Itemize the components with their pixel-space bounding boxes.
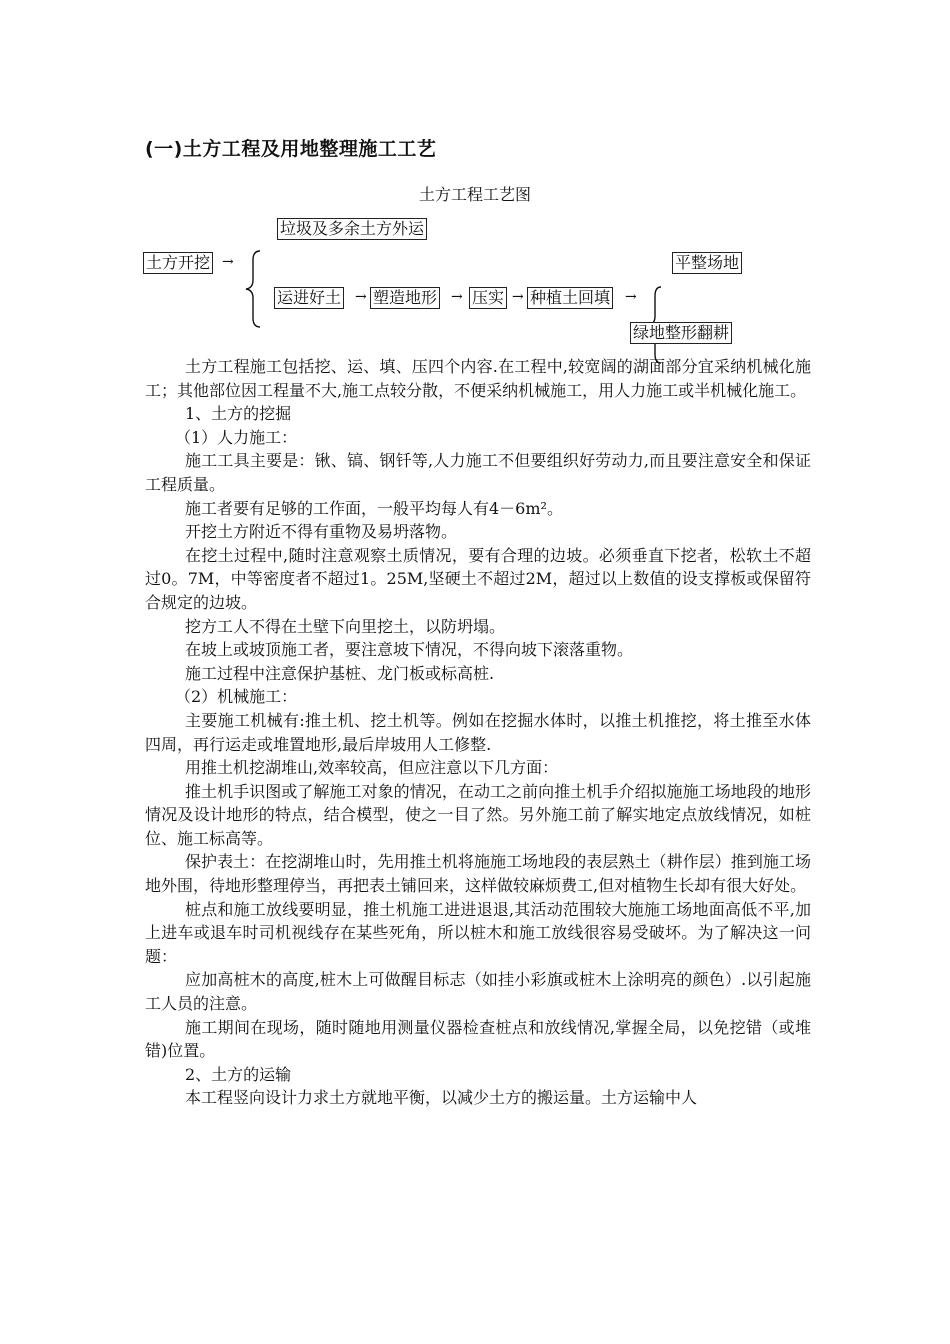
paragraph: 桩点和施工放线要明显，推土机施工进进退退,其活动范围较大施施工场地面高低不平,加上进车或退车时司机视线存在某些死角，所以桩木和施工放线很容易受破坏。为了解决这一问题： [145, 899, 811, 966]
arrow-icon: → [355, 289, 367, 305]
paragraph: 开挖土方附近不得有重物及易坍落物。 [185, 522, 458, 542]
arrow-icon: → [625, 289, 637, 305]
paragraph: 本工程竖向设计力求土方就地平衡，以减少土方的搬运量。土方运输中人 [185, 1088, 698, 1108]
paragraph: 1、土方的挖掘 [185, 404, 292, 424]
node-backfill: 种植土回填 [527, 287, 613, 309]
paragraph: 应加高桩木的高度,桩木上可做醒目标志（如挂小彩旗或桩木上涂明亮的颜色）.以引起施工人员的注意。 [145, 970, 811, 1014]
paragraph: 在坡上或坡顶施工者，要注意坡下情况，不得向坡下滚落重物。 [185, 640, 634, 660]
left-brace-icon [244, 250, 264, 328]
section-heading: (一)土方工程及用地整理施工工艺 [145, 138, 437, 160]
paragraph: 2、土方的运输 [185, 1064, 292, 1084]
node-shape-terrain: 塑造地形 [370, 287, 440, 309]
node-level-site: 平整场地 [672, 252, 742, 274]
node-transport-away: 垃圾及多余土方外运 [277, 218, 427, 240]
arrow-icon: → [451, 289, 463, 305]
arrow-icon: → [222, 254, 234, 270]
paragraph: 施工过程中注意保护基桩、龙门板或标高桩. [185, 663, 495, 683]
paragraph: 土方工程施工包括挖、运、填、压四个内容.在工程中,较宽阔的湖面部分宜采纳机械化施工；其他部位因工程量不大,施工点较分散，不便采纳机械施工，用人力施工或半机械化施工。 [145, 357, 811, 400]
paragraph: 主要施工机械有:推土机、挖土机等。例如在挖掘水体时，以推土机推挖，将土推至水体四周，再行运走或堆置地形,最后岸坡用人工修整. [145, 710, 811, 754]
paragraph: （1）人力施工： [175, 427, 298, 447]
paragraph: 保护表土：在挖湖堆山时，先用推土机将施施工场地段的表层熟土（耕作层）推到施工场地外围，待地形整理停当，再把表土铺回来，这样做较麻烦费工,但对植物生长却有很大好处。 [145, 852, 811, 896]
paragraph: 施工者要有足够的工作面，一般平均每人有4－6m²。 [185, 498, 563, 518]
paragraph: 在挖土过程中,随时注意观察土质情况，要有合理的边坡。必须垂直下挖者，松软土不超过0。7M，中等密度者不超过1。25M,坚硬土不超过2M，超过以上数值的设支撑板或保留符合规定的边坡。 [145, 545, 811, 612]
paragraph: 施工期间在现场，随时随地用测量仪器检查桩点和放线情况,掌握全局，以免挖错（或堆错)位置。 [145, 1017, 811, 1061]
arrow-icon: → [512, 289, 524, 305]
paragraph: 推土机手识图或了解施工对象的情况，在动工之前向推土机手介绍拟施施工场地段的地形情况及设计地形的特点，结合模型，使之一目了然。另外施工前了解实地定点放线情况，如桩位、施工标高等。 [145, 781, 811, 848]
node-bring-soil: 运进好土 [274, 287, 344, 309]
node-compact: 压实 [469, 287, 507, 309]
node-excavation: 土方开挖 [143, 252, 213, 274]
body-text [145, 355, 811, 1110]
node-green-plough: 绿地整形翻耕 [630, 322, 732, 344]
paragraph: 施工工具主要是：锹、镐、钢钎等,人力施工不但要组织好劳动力,而且要注意安全和保证工程质量。 [145, 451, 811, 494]
paragraph: 挖方工人不得在土壁下向里挖土，以防坍塌。 [185, 616, 506, 636]
paragraph: （2）机械施工： [175, 687, 298, 707]
diagram-title: 土方工程工艺图 [418, 185, 531, 204]
paragraph: 用推土机挖湖堆山,效率较高，但应注意以下几方面： [185, 758, 559, 778]
